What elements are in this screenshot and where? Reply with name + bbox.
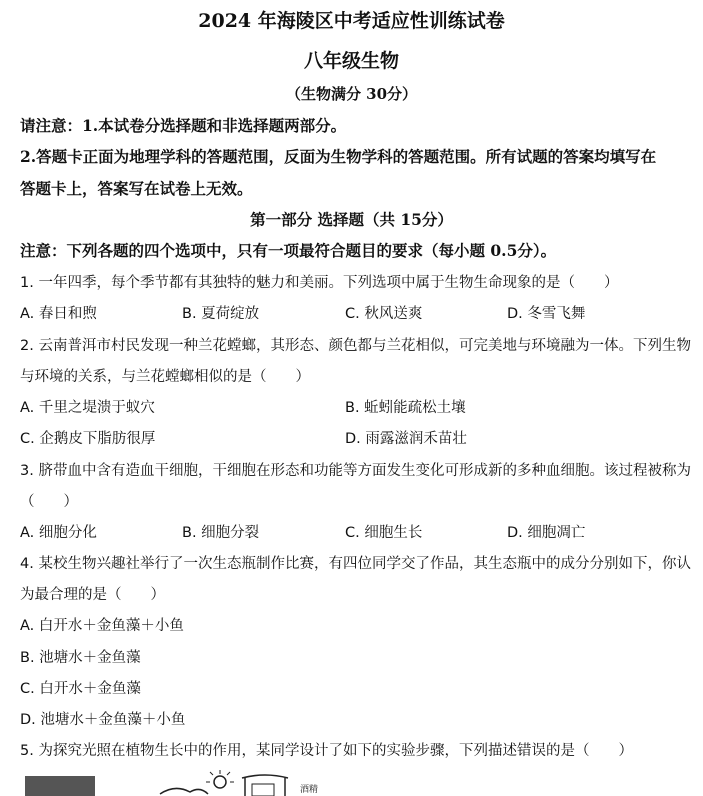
question-3-stem-line-1: 3. 脐带血中含有造血干细胞，干细胞在形态和功能等方面发生变化可形成新的多种血细胞。该过程被称为 [20, 463, 691, 479]
plant-leaf-figure [160, 788, 208, 794]
exam-title: 2024 年海陵区中考适应性训练试卷 [198, 10, 505, 32]
question-2-stem-line-2: 与环境的关系，与兰花螳螂相似的是（ ） [20, 369, 310, 385]
question-4-stem-line-1: 4. 某校生物兴趣社举行了一次生态瓶制作比赛，有四位同学交了作品，其生态瓶中的成分分别如下，你认 [20, 556, 691, 572]
question-3-option-b: B. 细胞分裂 [182, 525, 260, 541]
question-2-option-d: D. 雨露滋润禾苗壮 [345, 431, 467, 447]
question-1-option-c: C. 秋风送爽 [345, 306, 423, 322]
question-2-stem-line-1: 2. 云南普洱市村民发现一种兰花螳螂，其形态、颜色都与兰花相似，可完美地与环境融为一体。下列生物 [20, 338, 691, 354]
dark-box-figure [25, 776, 95, 796]
question-3-stem-line-2: （ ） [20, 494, 78, 510]
question-1-stem: 1. 一年四季，每个季节都有其独特的魅力和美丽。下列选项中属于生物生命现象的是（ ） [20, 275, 619, 291]
section-instruction: 注意：下列各题的四个选项中，只有一项最符合题目的要求（每小题 0.5分）。 [20, 241, 557, 260]
question-4-option-b: B. 池塘水＋金鱼藻 [20, 650, 141, 666]
question-2-option-a: A. 千里之堤溃于蚁穴 [20, 400, 155, 416]
notice-line-1: 请注意：1.本试卷分选择题和非选择题两部分。 [20, 116, 347, 135]
question-4-option-c: C. 白开水＋金鱼藻 [20, 681, 141, 697]
beaker-figure [242, 775, 288, 796]
question-4-option-a: A. 白开水＋金鱼藻＋小鱼 [20, 618, 184, 634]
question-1-option-d: D. 冬雪飞舞 [507, 306, 586, 322]
exam-score: （生物满分 30分） [285, 85, 418, 103]
alcohol-label: 酒精 [300, 785, 319, 795]
question-5-stem: 5. 为探究光照在植物生长中的作用，某同学设计了如下的实验步骤，下列描述错误的是（ ） [20, 743, 633, 759]
question-1-option-a: A. 春日和煦 [20, 306, 97, 322]
exam-subject: 八年级生物 [303, 50, 399, 72]
question-3-option-d: D. 细胞凋亡 [507, 525, 586, 541]
question-3-option-c: C. 细胞生长 [345, 525, 423, 541]
question-4-stem-line-2: 为最合理的是（ ） [20, 587, 165, 603]
sun-icon [206, 770, 234, 788]
question-2-option-b: B. 蚯蚓能疏松土壤 [345, 400, 466, 416]
notice-line-3: 答题卡上，答案写在试卷上无效。 [20, 179, 253, 198]
question-1-option-b: B. 夏荷绽放 [182, 306, 260, 322]
experiment-figure [20, 770, 440, 796]
question-3-option-a: A. 细胞分化 [20, 525, 97, 541]
section-title: 第一部分 选择题（共 15分） [250, 210, 453, 229]
question-4-option-d: D. 池塘水＋金鱼藻＋小鱼 [20, 712, 186, 728]
notice-line-2: 2.答题卡正面为地理学科的答题范围，反面为生物学科的答题范围。所有试题的答案均填写在 [20, 147, 657, 166]
question-2-option-c: C. 企鹅皮下脂肪很厚 [20, 431, 156, 447]
